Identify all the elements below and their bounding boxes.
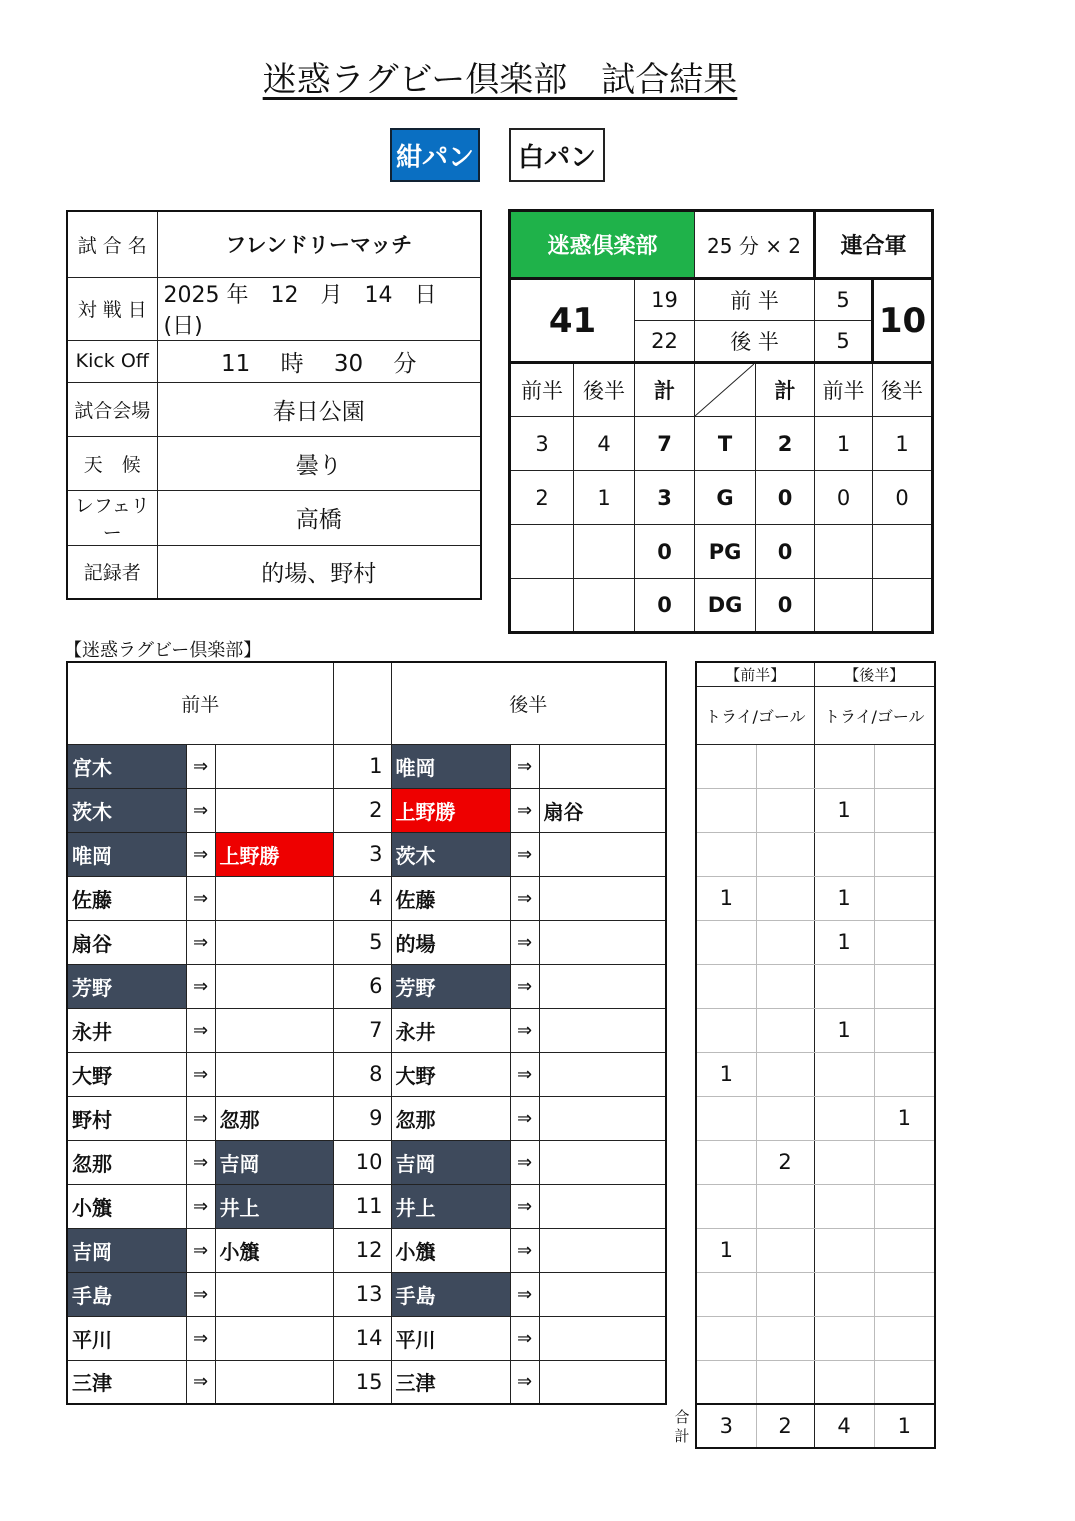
tries-cell	[814, 1360, 874, 1404]
tries-second-half-header: 【後半】	[814, 662, 935, 686]
sub-arrow: ⇒	[510, 1184, 539, 1228]
tries-cell	[814, 1316, 874, 1360]
sub-arrow: ⇒	[186, 920, 215, 964]
roster-number-header	[333, 662, 391, 744]
tries-row	[696, 788, 935, 832]
away-total-value: 0	[756, 471, 815, 525]
second-half-player: 芳野	[391, 964, 510, 1008]
tries-cell: 1	[696, 1052, 756, 1096]
tries-cell	[696, 1360, 756, 1404]
second-half-substitute	[539, 1316, 666, 1360]
tries-cell	[874, 1272, 935, 1316]
info-row	[67, 211, 481, 277]
tries-cell	[874, 1228, 935, 1272]
info-value: 的場、野村	[157, 545, 481, 599]
second-half-player: 永井	[391, 1008, 510, 1052]
info-row	[67, 545, 481, 599]
tries-cell	[874, 1316, 935, 1360]
home-first-value	[510, 525, 574, 579]
tries-cell	[696, 1008, 756, 1052]
second-half-player: 三津	[391, 1360, 510, 1404]
home-first-value: 2	[510, 471, 574, 525]
jersey-number: 9	[333, 1096, 391, 1140]
second-half-player: 忽那	[391, 1096, 510, 1140]
tries-cell	[696, 1140, 756, 1184]
score-row	[510, 471, 933, 525]
tries-row	[696, 1228, 935, 1272]
tries-cell	[814, 1140, 874, 1184]
home-team-name: 迷惑倶楽部	[510, 211, 695, 279]
tries-cell: 1	[696, 876, 756, 920]
roster-row	[67, 1008, 666, 1052]
first-half-player: 三津	[67, 1360, 186, 1404]
info-label: 天 候	[67, 436, 157, 490]
tries-cell	[814, 832, 874, 876]
info-value: フレンドリーマッチ	[157, 211, 481, 277]
first-half-substitute	[215, 876, 333, 920]
jersey-number: 6	[333, 964, 391, 1008]
sub-arrow: ⇒	[186, 1228, 215, 1272]
roster-row	[67, 920, 666, 964]
jersey-number: 1	[333, 744, 391, 788]
jersey-number: 5	[333, 920, 391, 964]
tries-cell	[756, 1228, 814, 1272]
first-half-substitute: 忽那	[215, 1096, 333, 1140]
info-label: Kick Off	[67, 340, 157, 382]
away-total-value: 2	[756, 417, 815, 471]
tries-row	[696, 1316, 935, 1360]
jersey-number: 10	[333, 1140, 391, 1184]
navy-pants-badge: 紺パン	[390, 128, 480, 182]
sub-arrow: ⇒	[186, 1184, 215, 1228]
tries-cell: 1	[814, 788, 874, 832]
info-value: 春日公園	[157, 382, 481, 436]
first-half-player: 佐藤	[67, 876, 186, 920]
info-label: 試 合 名	[67, 211, 157, 277]
first-half-player: 野村	[67, 1096, 186, 1140]
second-half-substitute	[539, 1140, 666, 1184]
info-value: 2025 年 12 月 14 日 (日)	[157, 277, 481, 340]
first-half-substitute	[215, 920, 333, 964]
tries-cell	[696, 788, 756, 832]
match-duration: 25 分 × 2	[695, 211, 815, 279]
tries-row	[696, 876, 935, 920]
home-second-value	[574, 579, 635, 633]
roster-table	[66, 661, 667, 1405]
sub-arrow: ⇒	[510, 1316, 539, 1360]
tries-cell	[756, 1052, 814, 1096]
first-half-label: 前 半	[695, 279, 815, 321]
first-half-player: 手島	[67, 1272, 186, 1316]
home-total-value: 7	[635, 417, 695, 471]
first-half-substitute	[215, 788, 333, 832]
away-second-value: 1	[873, 417, 933, 471]
sub-arrow: ⇒	[510, 744, 539, 788]
second-half-player: 手島	[391, 1272, 510, 1316]
sub-arrow: ⇒	[186, 1096, 215, 1140]
second-half-player: 唯岡	[391, 744, 510, 788]
info-value: 11 時 30 分	[157, 340, 481, 382]
tries-cell	[756, 876, 814, 920]
home-total-score: 41	[510, 279, 635, 363]
sub-arrow: ⇒	[510, 1052, 539, 1096]
home-second-value: 1	[574, 471, 635, 525]
tries-row	[696, 920, 935, 964]
tries-cell	[874, 832, 935, 876]
tries-cell	[814, 1052, 874, 1096]
home-first-value: 3	[510, 417, 574, 471]
tries-cell	[874, 1052, 935, 1096]
tries-first-half-header: 【前半】	[696, 662, 814, 686]
info-row	[67, 436, 481, 490]
jersey-number: 8	[333, 1052, 391, 1096]
away-first-value	[815, 525, 873, 579]
sub-arrow: ⇒	[186, 1008, 215, 1052]
second-half-substitute	[539, 832, 666, 876]
info-row	[67, 277, 481, 340]
tries-cell	[756, 788, 814, 832]
away-team-name: 連合軍	[815, 211, 933, 279]
jersey-number: 12	[333, 1228, 391, 1272]
col-away-second: 後半	[873, 363, 933, 417]
second-half-substitute	[539, 1052, 666, 1096]
tries-total-label: 合計	[674, 1408, 690, 1445]
jersey-number: 3	[333, 832, 391, 876]
roster-row	[67, 964, 666, 1008]
sub-arrow: ⇒	[510, 1360, 539, 1404]
col-home-total: 計	[635, 363, 695, 417]
sub-arrow: ⇒	[186, 832, 215, 876]
first-half-substitute	[215, 744, 333, 788]
second-half-substitute	[539, 1008, 666, 1052]
sub-arrow: ⇒	[186, 1316, 215, 1360]
roster-row	[67, 1052, 666, 1096]
first-half-player: 扇谷	[67, 920, 186, 964]
tries-row	[696, 1360, 935, 1404]
info-label: レフェリー	[67, 490, 157, 545]
away-total-value: 0	[756, 579, 815, 633]
tries-cell	[696, 920, 756, 964]
tries-cell	[814, 1096, 874, 1140]
first-half-player: 吉岡	[67, 1228, 186, 1272]
score-row	[510, 417, 933, 471]
tries-cell: 1	[874, 1096, 935, 1140]
tries-cell	[756, 1272, 814, 1316]
away-first-value: 0	[815, 471, 873, 525]
tries-cell: 1	[814, 1008, 874, 1052]
jersey-number: 2	[333, 788, 391, 832]
sub-arrow: ⇒	[186, 744, 215, 788]
sub-arrow: ⇒	[510, 920, 539, 964]
sub-arrow: ⇒	[510, 876, 539, 920]
away-first-value: 1	[815, 417, 873, 471]
tries-total-cell: 1	[874, 1404, 935, 1448]
tries-cell	[814, 1272, 874, 1316]
sub-arrow: ⇒	[510, 964, 539, 1008]
match-info-table	[66, 210, 482, 600]
second-half-player: 小籏	[391, 1228, 510, 1272]
second-half-substitute	[539, 1096, 666, 1140]
second-half-player: 井上	[391, 1184, 510, 1228]
tries-cell	[756, 1184, 814, 1228]
tries-cell	[756, 1360, 814, 1404]
score-type-label: PG	[695, 525, 756, 579]
second-half-player: 佐藤	[391, 876, 510, 920]
sub-arrow: ⇒	[510, 788, 539, 832]
white-pants-badge: 白パン	[509, 128, 605, 182]
col-away-total: 計	[756, 363, 815, 417]
tries-cell	[756, 744, 814, 788]
first-half-player: 宮木	[67, 744, 186, 788]
tries-cell	[874, 1140, 935, 1184]
tries-row	[696, 1008, 935, 1052]
sub-arrow: ⇒	[510, 1228, 539, 1272]
tries-cell	[696, 1096, 756, 1140]
tries-total-cell: 4	[814, 1404, 874, 1448]
tries-cell	[874, 964, 935, 1008]
tries-cell	[756, 1096, 814, 1140]
first-half-player: 茨木	[67, 788, 186, 832]
sub-arrow: ⇒	[510, 1008, 539, 1052]
tries-cell	[874, 920, 935, 964]
tries-cell	[756, 920, 814, 964]
score-type-label: G	[695, 471, 756, 525]
roster-first-half-header: 前半	[67, 662, 333, 744]
diagonal-line-icon	[695, 364, 754, 416]
tries-cell	[696, 1316, 756, 1360]
second-half-player: 茨木	[391, 832, 510, 876]
roster-row	[67, 744, 666, 788]
tries-cell	[874, 876, 935, 920]
roster-row	[67, 1316, 666, 1360]
diagonal-cell	[695, 363, 756, 417]
tries-cell	[696, 964, 756, 1008]
score-type-label: DG	[695, 579, 756, 633]
info-value: 高橋	[157, 490, 481, 545]
roster-second-half-header: 後半	[391, 662, 666, 744]
first-half-player: 芳野	[67, 964, 186, 1008]
roster-row	[67, 1360, 666, 1404]
first-half-substitute: 井上	[215, 1184, 333, 1228]
first-half-substitute	[215, 964, 333, 1008]
info-label: 試合会場	[67, 382, 157, 436]
roster-row	[67, 1272, 666, 1316]
tries-cell	[696, 744, 756, 788]
tries-cell	[814, 1228, 874, 1272]
second-half-substitute	[539, 1184, 666, 1228]
tries-cell	[874, 788, 935, 832]
roster-row	[67, 1096, 666, 1140]
tries-cell: 1	[696, 1228, 756, 1272]
tries-cell	[874, 1184, 935, 1228]
away-second-value	[873, 579, 933, 633]
tries-cell	[874, 744, 935, 788]
tries-cell	[814, 964, 874, 1008]
away-first-value	[815, 579, 873, 633]
tries-first-sub-header: トライ/ゴール	[696, 686, 814, 744]
first-half-substitute	[215, 1316, 333, 1360]
tries-cell: 2	[756, 1140, 814, 1184]
home-first-half-score: 19	[635, 279, 695, 321]
sub-arrow: ⇒	[186, 876, 215, 920]
tries-table	[695, 661, 936, 1449]
second-half-substitute	[539, 1360, 666, 1404]
tries-cell	[814, 744, 874, 788]
second-half-substitute	[539, 1228, 666, 1272]
tries-row	[696, 744, 935, 788]
tries-cell	[756, 832, 814, 876]
home-total-value: 0	[635, 579, 695, 633]
away-second-value: 0	[873, 471, 933, 525]
roster-heading: 【迷惑ラグビー倶楽部】	[64, 640, 262, 661]
sub-arrow: ⇒	[186, 1052, 215, 1096]
col-home-second: 後半	[574, 363, 635, 417]
away-total-value: 0	[756, 525, 815, 579]
first-half-substitute: 上野勝	[215, 832, 333, 876]
first-half-substitute: 吉岡	[215, 1140, 333, 1184]
tries-row	[696, 964, 935, 1008]
first-half-player: 忽那	[67, 1140, 186, 1184]
first-half-substitute	[215, 1052, 333, 1096]
jersey-number: 11	[333, 1184, 391, 1228]
jersey-number: 15	[333, 1360, 391, 1404]
first-half-substitute	[215, 1272, 333, 1316]
sub-arrow: ⇒	[510, 1096, 539, 1140]
sub-arrow: ⇒	[510, 1272, 539, 1316]
tries-row	[696, 832, 935, 876]
home-second-half-score: 22	[635, 321, 695, 363]
home-total-value: 0	[635, 525, 695, 579]
first-half-substitute: 小籏	[215, 1228, 333, 1272]
tries-cell: 1	[814, 920, 874, 964]
jersey-number: 4	[333, 876, 391, 920]
tries-cell	[756, 1008, 814, 1052]
second-half-label: 後 半	[695, 321, 815, 363]
first-half-player: 大野	[67, 1052, 186, 1096]
first-half-player: 永井	[67, 1008, 186, 1052]
home-total-value: 3	[635, 471, 695, 525]
first-half-substitute	[215, 1008, 333, 1052]
tries-cell	[874, 1360, 935, 1404]
roster-row	[67, 1228, 666, 1272]
info-row	[67, 340, 481, 382]
tries-cell	[756, 1316, 814, 1360]
second-half-player: 的場	[391, 920, 510, 964]
sub-arrow: ⇒	[510, 832, 539, 876]
second-half-player: 平川	[391, 1316, 510, 1360]
away-second-half-score: 5	[815, 321, 873, 363]
first-half-player: 平川	[67, 1316, 186, 1360]
tries-cell	[696, 1272, 756, 1316]
sub-arrow: ⇒	[186, 1360, 215, 1404]
roster-row	[67, 832, 666, 876]
info-value: 曇り	[157, 436, 481, 490]
jersey-number: 14	[333, 1316, 391, 1360]
sub-arrow: ⇒	[186, 788, 215, 832]
home-second-value	[574, 525, 635, 579]
info-label: 記録者	[67, 545, 157, 599]
second-half-substitute	[539, 876, 666, 920]
jersey-number: 7	[333, 1008, 391, 1052]
score-row	[510, 579, 933, 633]
away-second-value	[873, 525, 933, 579]
tries-row	[696, 1096, 935, 1140]
second-half-substitute	[539, 920, 666, 964]
second-half-substitute: 扇谷	[539, 788, 666, 832]
tries-cell	[696, 1184, 756, 1228]
roster-row	[67, 1184, 666, 1228]
first-half-player: 小籏	[67, 1184, 186, 1228]
score-type-label: T	[695, 417, 756, 471]
second-half-player: 大野	[391, 1052, 510, 1096]
tries-cell	[814, 1184, 874, 1228]
roster-row	[67, 788, 666, 832]
roster-row	[67, 1140, 666, 1184]
col-away-first: 前半	[815, 363, 873, 417]
jersey-number: 13	[333, 1272, 391, 1316]
score-row	[510, 525, 933, 579]
second-half-player: 吉岡	[391, 1140, 510, 1184]
info-row	[67, 382, 481, 436]
tries-row	[696, 1184, 935, 1228]
info-row	[67, 490, 481, 545]
tries-cell: 1	[814, 876, 874, 920]
second-half-substitute	[539, 744, 666, 788]
sub-arrow: ⇒	[186, 1140, 215, 1184]
sub-arrow: ⇒	[510, 1140, 539, 1184]
home-first-value	[510, 579, 574, 633]
tries-total-cell: 2	[756, 1404, 814, 1448]
tries-row	[696, 1140, 935, 1184]
sub-arrow: ⇒	[186, 1272, 215, 1316]
tries-cell	[756, 964, 814, 1008]
away-first-half-score: 5	[815, 279, 873, 321]
second-half-substitute	[539, 964, 666, 1008]
sub-arrow: ⇒	[186, 964, 215, 1008]
tries-row	[696, 1052, 935, 1096]
tries-cell	[874, 1008, 935, 1052]
roster-row	[67, 876, 666, 920]
home-second-value: 4	[574, 417, 635, 471]
away-total-score: 10	[873, 279, 933, 363]
page-title: 迷惑ラグビー倶楽部 試合結果	[262, 60, 738, 100]
second-half-player: 上野勝	[391, 788, 510, 832]
first-half-substitute	[215, 1360, 333, 1404]
tries-total-cell: 3	[696, 1404, 756, 1448]
score-table	[508, 209, 934, 634]
tries-row	[696, 1272, 935, 1316]
tries-cell	[696, 832, 756, 876]
second-half-substitute	[539, 1272, 666, 1316]
first-half-player: 唯岡	[67, 832, 186, 876]
info-label: 対 戦 日	[67, 277, 157, 340]
tries-second-sub-header: トライ/ゴール	[814, 686, 935, 744]
col-home-first: 前半	[510, 363, 574, 417]
